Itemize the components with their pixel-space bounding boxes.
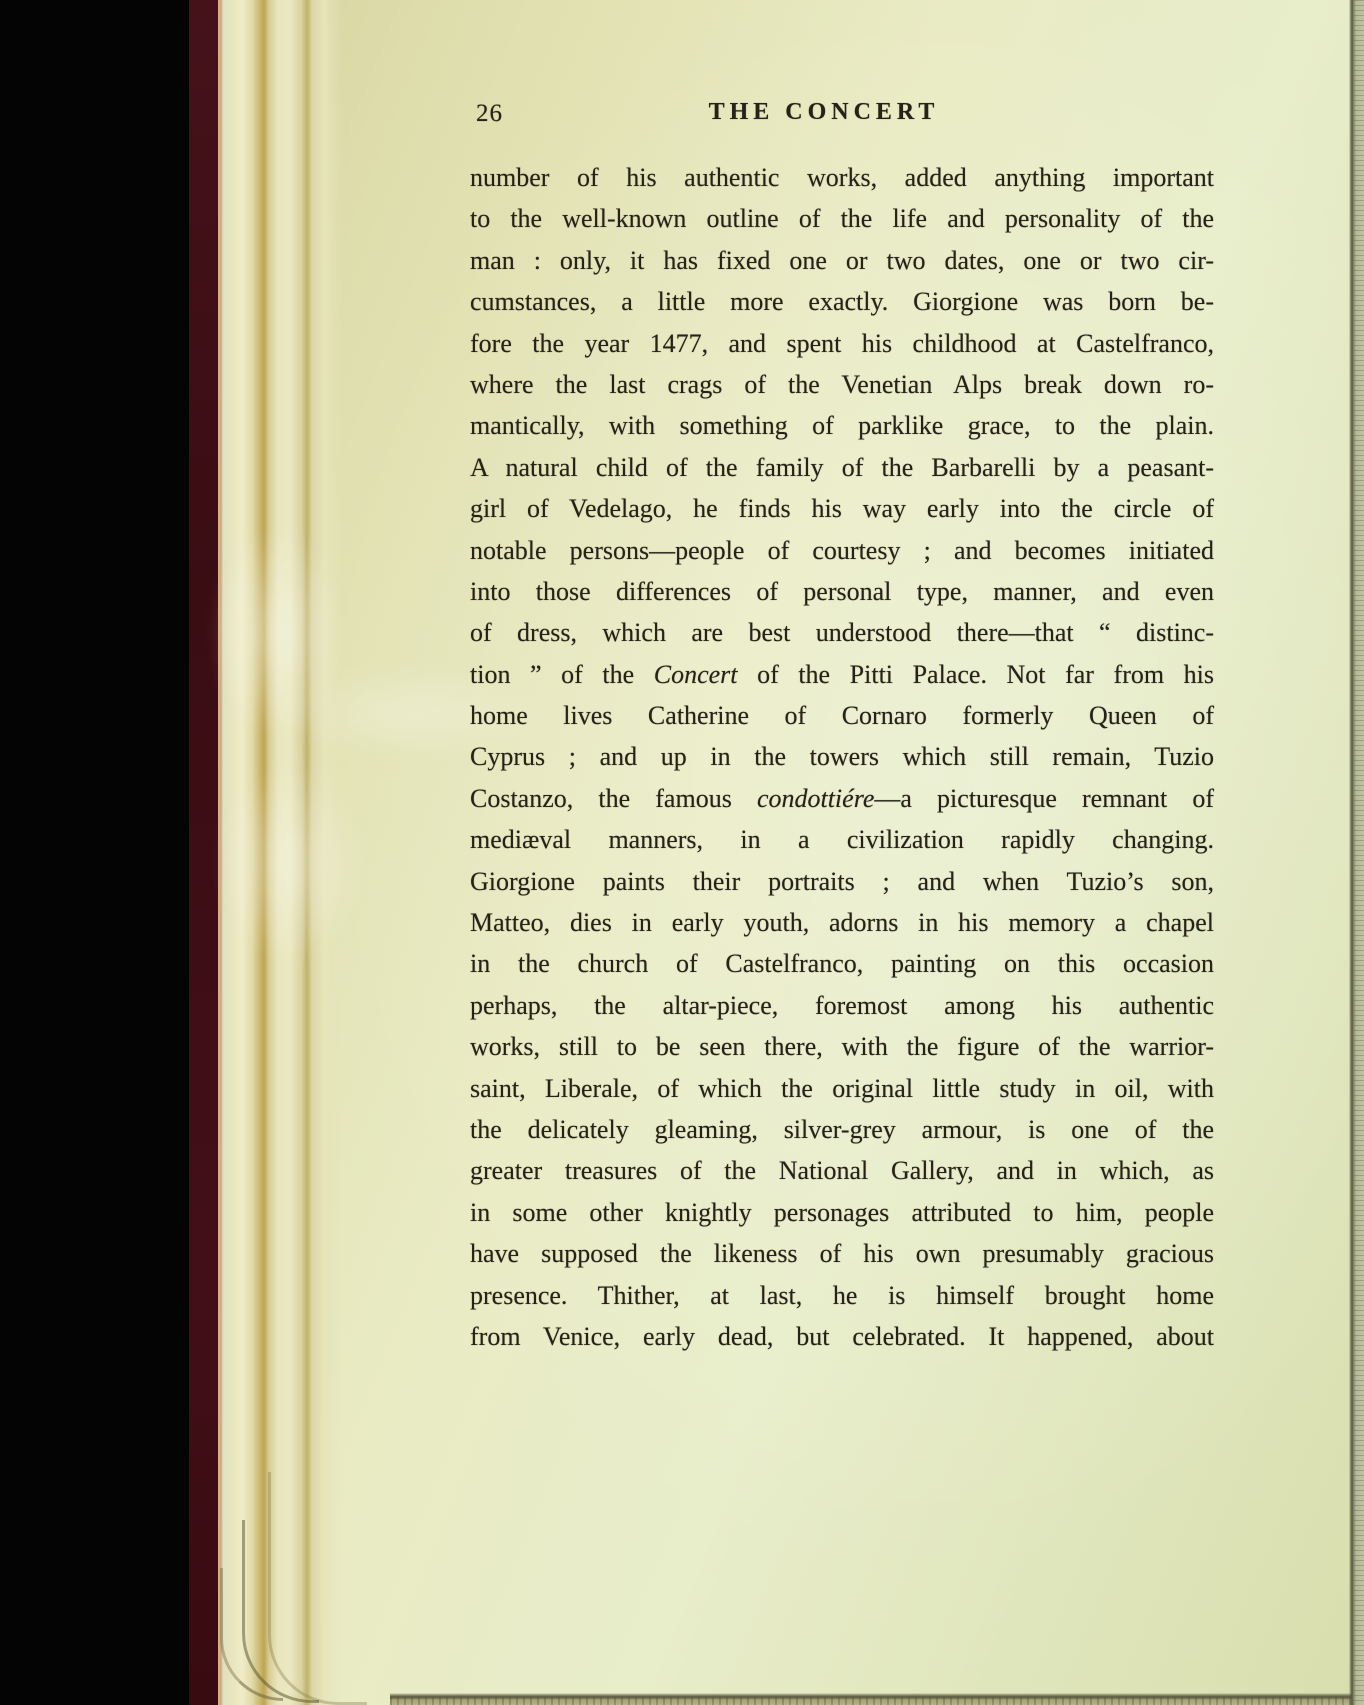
text-line: where the last crags of the Venetian Alps break down ro- [470, 369, 1214, 399]
text-line: into those differences of personal type, manner, and even [470, 576, 1214, 606]
page-content [470, 98, 1214, 1357]
text-line: Cyprus ; and up in the towers which still remain, Tuzio [470, 742, 1214, 772]
text-line: number of his authentic works, added anything important [470, 163, 1214, 192]
text-line: fore the year 1477, and spent his childhood at Castelfranco, [470, 328, 1214, 358]
gutter-smudge [216, 760, 366, 965]
body-text [470, 157, 1214, 1357]
running-title: THE CONCERT [708, 99, 940, 125]
text-line: of dress, which are best understood there—that “ distinc- [470, 618, 1214, 648]
text-line: girl of Vedelago, he finds his way early into the circle of [470, 494, 1214, 524]
page-header [470, 98, 1214, 134]
text-line: Matteo, dies in early youth, adorns in his memory a chapel [470, 908, 1214, 938]
text-line: saint, Liberale, of which the original little study in oil, with [470, 1073, 1214, 1103]
page-edges-right [1349, 0, 1364, 1705]
text-line: Giorgione paints their portraits ; and when Tuzio’s son, [470, 866, 1214, 896]
text-line: greater treasures of the National Gallery, and in which, as [470, 1156, 1214, 1186]
text-line: presence. Thither, at last, he is himself brought home [470, 1280, 1214, 1310]
text-line: man : only, it has fixed one or two dates, one or two cir- [470, 245, 1214, 275]
text-line: the delicately gleaming, silver-grey armour, is one of the [470, 1114, 1214, 1144]
text-line: have supposed the likeness of his own presumably gracious [470, 1239, 1214, 1269]
page-edges-bottom [390, 1693, 1364, 1705]
text-line: tion ” of the Concert of the Pitti Palace. Not far from his [470, 659, 1214, 689]
page-number: 26 [476, 100, 503, 127]
text-line: from Venice, early dead, but celebrated. It happened, about [470, 1321, 1214, 1351]
book-page [218, 0, 1364, 1705]
text-line: works, still to be seen there, with the figure of the warrior- [470, 1032, 1214, 1062]
text-line: mantically, with something of parklike grace, to the plain. [470, 411, 1214, 441]
text-line: Costanzo, the famous condottiére—a picturesque remnant of [470, 783, 1214, 813]
text-line: mediæval manners, in a civilization rapidly changing. [470, 825, 1214, 855]
text-line: cumstances, a little more exactly. Giorgione was born be- [470, 287, 1214, 317]
text-line: perhaps, the altar-piece, foremost among his authentic [470, 990, 1214, 1020]
text-line: in the church of Castelfranco, painting on this occasion [470, 949, 1214, 979]
text-line: notable persons—people of courtesy ; and becomes initiated [470, 535, 1214, 565]
text-line: in some other knightly personages attributed to him, people [470, 1197, 1214, 1227]
text-line: home lives Catherine of Cornaro formerly Queen of [470, 701, 1214, 731]
text-line: A natural child of the family of the Barbarelli by a peasant- [470, 452, 1214, 482]
text-line: to the well-known outline of the life and personality of the [470, 204, 1214, 234]
